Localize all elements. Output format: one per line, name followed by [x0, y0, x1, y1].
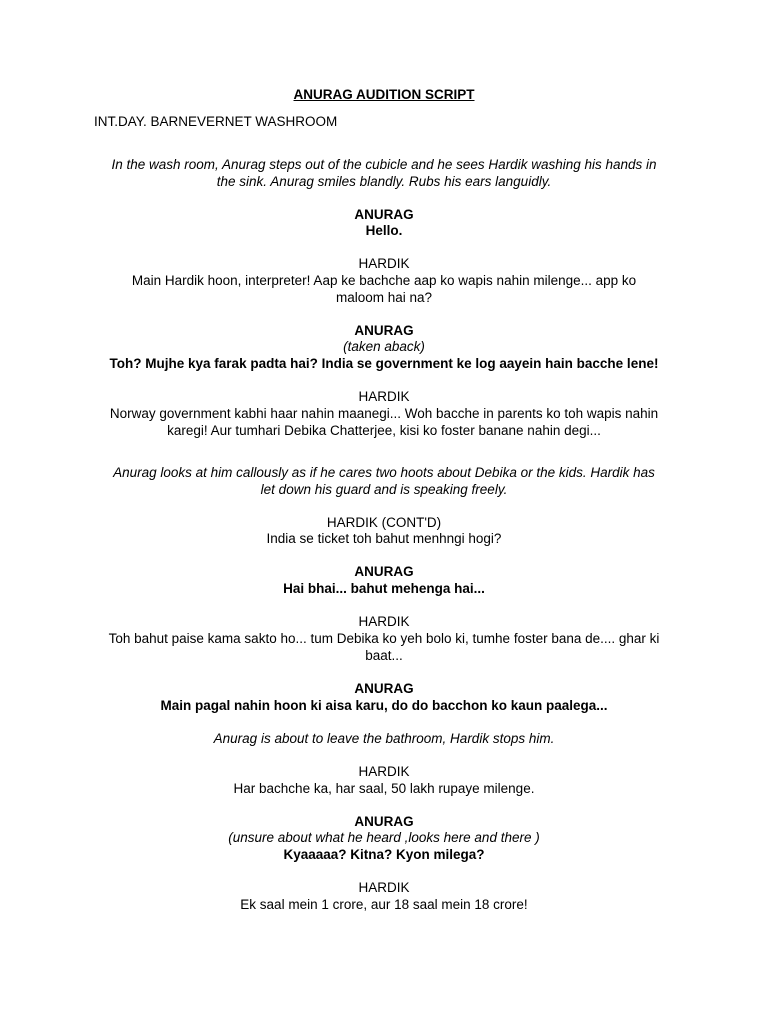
character-name: HARDIK (CONT'D)	[326, 515, 442, 530]
dialogue-line: Norway government kabhi haar nahin maanegi... Woh bacche in parents ko toh wapis nahin	[109, 406, 659, 421]
dialogue-line: Main Hardik hoon, interpreter! Aap ke bachche aap ko wapis nahin milenge... app ko	[131, 273, 637, 288]
action-line: In the wash room, Anurag steps out of the cubicle and he sees Hardik washing his hands in	[111, 157, 657, 172]
scene-heading: INT.DAY. BARNEVERNET WASHROOM	[94, 114, 338, 129]
parenthetical: (unsure about what he heard ,looks here and there )	[228, 830, 540, 845]
character-name: HARDIK	[358, 764, 410, 779]
character-name: ANURAG	[354, 207, 414, 222]
character-name: HARDIK	[358, 256, 410, 271]
action-line: let down his guard and is speaking freely.	[260, 482, 508, 497]
dialogue-line: Hai bhai... bahut mehenga hai...	[283, 581, 485, 596]
dialogue-line: maloom hai na?	[335, 290, 433, 305]
dialogue-line: India se ticket toh bahut menhngi hogi?	[266, 531, 502, 546]
dialogue-line: Toh? Mujhe kya farak padta hai? India se government ke log aayein hain bacche lene!	[109, 356, 659, 371]
character-name: HARDIK	[358, 880, 410, 895]
action-line: Anurag is about to leave the bathroom, Hardik stops him.	[213, 731, 555, 746]
character-name: ANURAG	[354, 814, 414, 829]
dialogue-line: Hello.	[365, 223, 403, 238]
dialogue-line: Toh bahut paise kama sakto ho... tum Debika ko yeh bolo ki, tumhe foster bana de.... ghar ki	[108, 631, 660, 646]
character-name: ANURAG	[354, 564, 414, 579]
dialogue-line: Kyaaaaa? Kitna? Kyon milega?	[283, 847, 485, 862]
dialogue-line: Main pagal nahin hoon ki aisa karu, do do bacchon ko kaun paalega...	[160, 698, 608, 713]
dialogue-line: Har bachche ka, har saal, 50 lakh rupaye milenge.	[233, 781, 535, 796]
character-name: ANURAG	[354, 681, 414, 696]
dialogue-line: baat...	[365, 648, 403, 663]
action-line: Anurag looks at him callously as if he cares two hoots about Debika or the kids. Hardik has	[113, 465, 655, 480]
character-name: ANURAG	[354, 323, 414, 338]
character-name: HARDIK	[358, 614, 410, 629]
dialogue-line: karegi! Aur tumhari Debika Chatterjee, kisi ko foster banane nahin degi...	[167, 423, 601, 438]
parenthetical: (taken aback)	[343, 339, 425, 354]
action-line: the sink. Anurag smiles blandly. Rubs his ears languidly.	[216, 174, 552, 189]
script-title: ANURAG AUDITION SCRIPT	[293, 87, 475, 102]
character-name: HARDIK	[358, 389, 410, 404]
dialogue-line: Ek saal mein 1 crore, aur 18 saal mein 18 crore!	[240, 897, 528, 912]
